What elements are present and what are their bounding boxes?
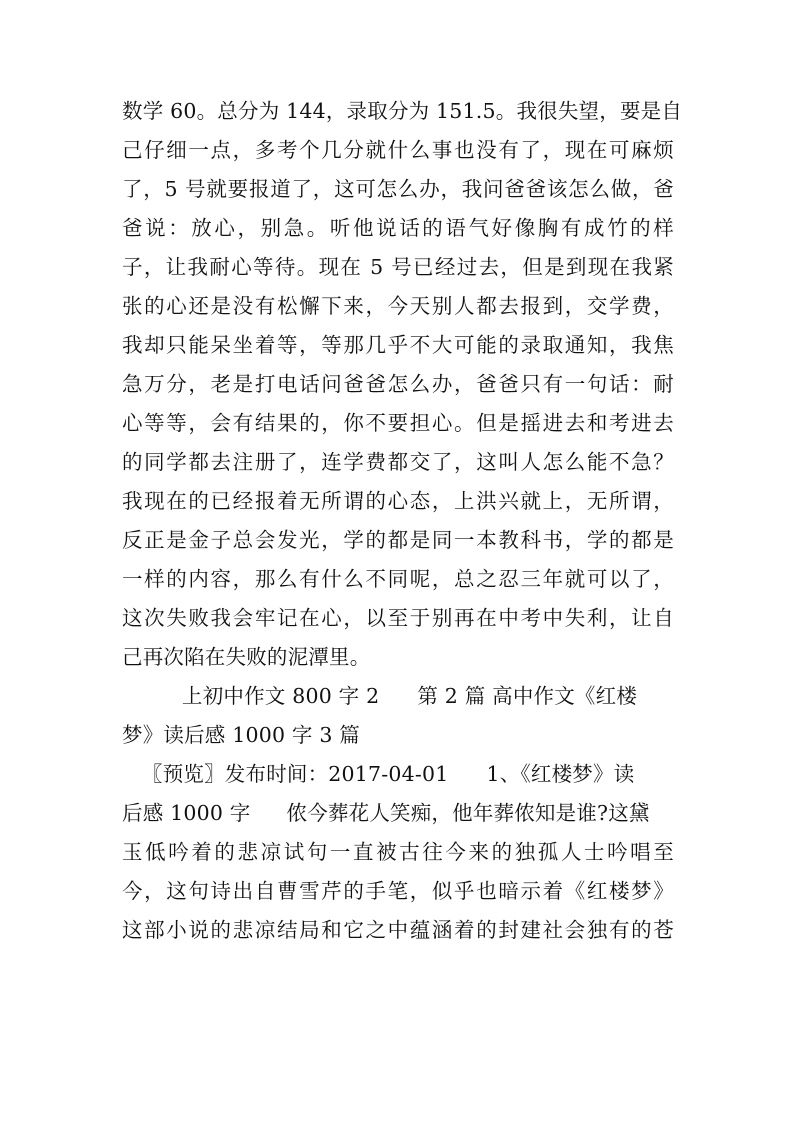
article-title-line: 梦》读后感 1000 字 3 篇 [122, 723, 360, 747]
next-article-title: 第 2 篇 高中作文《红楼 [417, 684, 638, 708]
text-line: 这次失败我会牢记在心，以至于别再在中考中失利，让自 [122, 606, 674, 630]
text-line: 这部小说的悲凉结局和它之中蕴涵着的封建社会独有的苍 [122, 918, 674, 942]
text-line: 反正是金子总会发光，学的都是同一本教科书，学的都是 [122, 528, 674, 552]
preview-heading: 1、《红楼梦》读 [486, 762, 635, 786]
text-line: 心等等，会有结果的，你不要担心。但是摇进去和考进去 [122, 411, 674, 435]
preview-text: 侬今葬花人笑痴，他年葬侬知是谁?这黛 [286, 801, 650, 825]
text-line: 子，让我耐心等待。现在 5 号已经过去，但是到现在我紧 [122, 255, 674, 279]
text-line: 爸说：放心，别急。听他说话的语气好像胸有成竹的样 [122, 216, 674, 240]
text-line: 数学 60。总分为 144，录取分为 151.5。我很失望，要是自 [122, 99, 683, 123]
text-line: 急万分，老是打电话问爸爸怎么办，爸爸只有一句话：耐 [122, 372, 674, 396]
text-line: 一样的内容，那么有什么不同呢，总之忍三年就可以了， [122, 567, 674, 591]
text-line: 了，5 号就要报道了，这可怎么办，我问爸爸该怎么做，爸 [122, 177, 674, 201]
text-line: 己再次陷在失败的泥潭里。 [122, 645, 371, 669]
text-line: 今，这句诗出自曹雪芹的手笔，似乎也暗示着《红楼梦》 [122, 879, 674, 903]
text-line: 己仔细一点，多考个几分就什么事也没有了，现在可麻烦 [122, 138, 674, 162]
preview-line [122, 794, 674, 833]
preview-line [122, 755, 674, 794]
text-line: 我却只能呆坐着等，等那几乎不大可能的录取通知，我焦 [122, 333, 674, 357]
text-line: 玉低吟着的悲凉试句一直被古往今来的独孤人士吟唱至 [122, 840, 674, 864]
text-line: 我现在的已经报着无所谓的心态，上洪兴就上，无所谓， [122, 489, 674, 513]
current-article-title: 上初中作文 800 字 2 [182, 684, 380, 708]
article-title-line [122, 677, 674, 716]
text-line: 的同学都去注册了，连学费都交了，这叫人怎么能不急？ [122, 450, 674, 474]
preview-heading-end: 后感 1000 字 [122, 801, 251, 825]
preview-publish-time: 〖预览〗发布时间：2017-04-01 [142, 762, 449, 786]
document-body [122, 92, 683, 950]
text-line: 张的心还是没有松懈下来，今天别人都去报到，交学费， [122, 294, 674, 318]
